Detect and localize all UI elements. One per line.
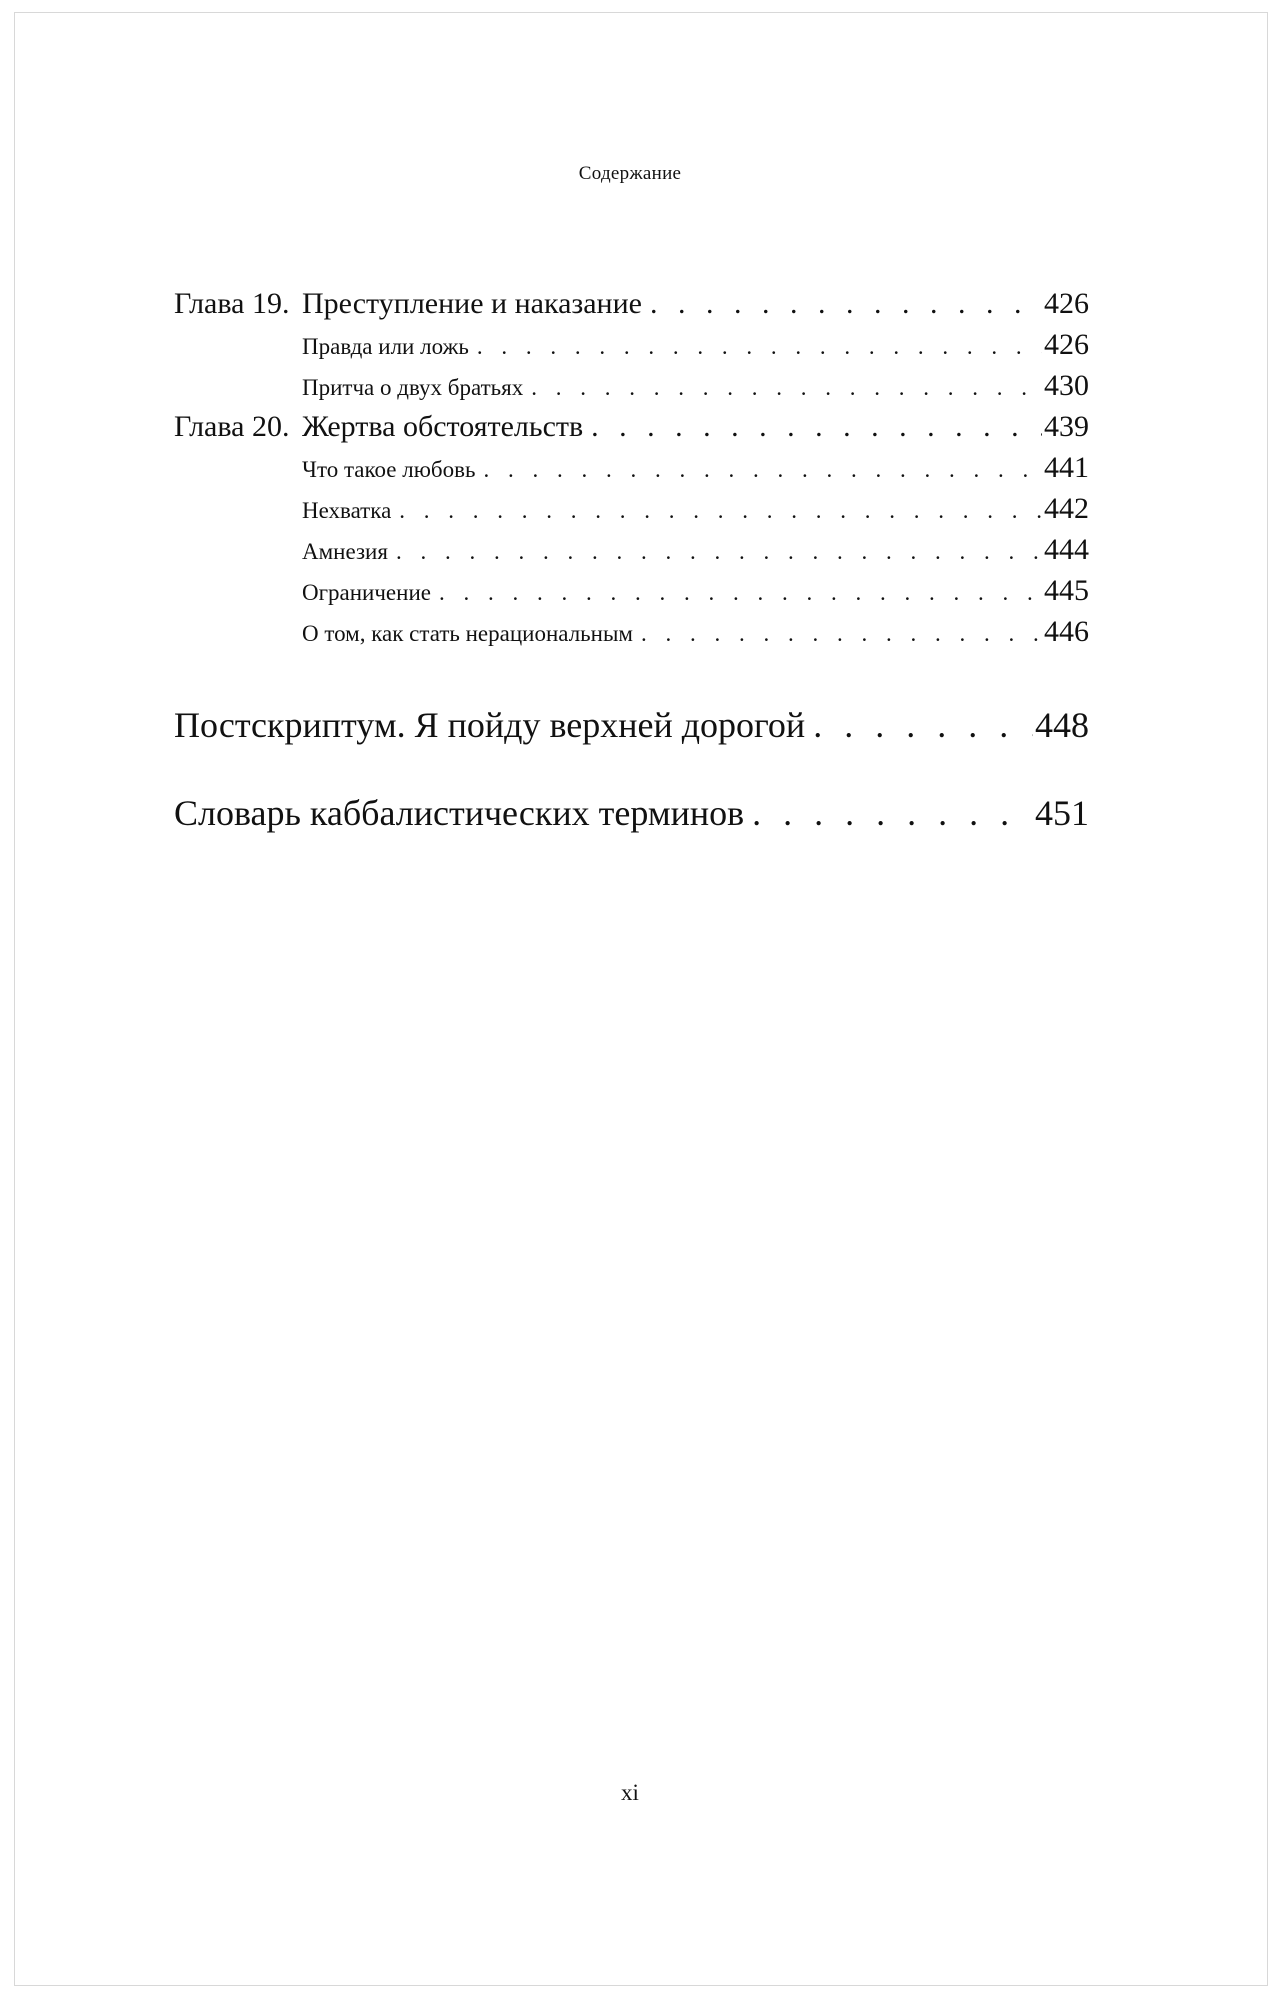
- chapter-number: Глава 20.: [174, 410, 290, 443]
- running-head: Содержание: [578, 163, 682, 184]
- section-title: Притча о двух братьях: [302, 375, 524, 400]
- toc-entry-glossary[interactable]: [174, 788, 1089, 838]
- table-of-contents: [174, 283, 1089, 652]
- entry-title: Словарь каббалистических терминов: [174, 793, 745, 833]
- toc-entry-section[interactable]: [174, 570, 1089, 611]
- section-title: Нехватка: [302, 498, 392, 523]
- page-number: 426: [1044, 328, 1089, 361]
- page-folio: xi: [621, 1780, 639, 1805]
- page-number: 446: [1044, 615, 1089, 648]
- toc-back-matter: [174, 700, 1089, 750]
- toc-entry-section[interactable]: [174, 324, 1089, 365]
- dot-leader: [483, 449, 1042, 488]
- section-title: Что такое любовь: [302, 457, 476, 482]
- dot-leader: [813, 700, 1033, 750]
- toc-entry-section[interactable]: [174, 447, 1089, 488]
- page-number: 451: [1035, 793, 1089, 833]
- page-number: 444: [1044, 533, 1089, 566]
- dot-leader: [641, 613, 1042, 652]
- section-title: О том, как стать нерациональным: [302, 621, 633, 646]
- toc-entry-section[interactable]: [174, 488, 1089, 529]
- toc-entry-section[interactable]: [174, 529, 1089, 570]
- chapter-title: Жертва обстоятельств: [302, 410, 584, 443]
- page-number: 426: [1044, 287, 1089, 320]
- page-number: 441: [1044, 451, 1089, 484]
- toc-entry-section[interactable]: [174, 365, 1089, 406]
- page-number: 448: [1035, 705, 1089, 745]
- dot-leader: [650, 283, 1042, 324]
- toc-entry-section[interactable]: [174, 611, 1089, 652]
- dot-leader: [591, 406, 1042, 447]
- dot-leader: [477, 326, 1042, 365]
- dot-leader: [396, 531, 1042, 570]
- toc-entry-chapter-20[interactable]: [174, 406, 1089, 447]
- dot-leader: [439, 572, 1042, 611]
- page-number: 445: [1044, 574, 1089, 607]
- toc-entry-postscript[interactable]: [174, 700, 1089, 750]
- dot-leader: [752, 788, 1033, 838]
- page-number: 442: [1044, 492, 1089, 525]
- toc-back-matter: [174, 788, 1089, 838]
- page-number: 439: [1044, 410, 1089, 443]
- toc-entry-chapter-19[interactable]: [174, 283, 1089, 324]
- section-title: Правда или ложь: [302, 334, 469, 359]
- dot-leader: [531, 367, 1042, 406]
- page-number: 430: [1044, 369, 1089, 402]
- section-title: Амнезия: [302, 539, 388, 564]
- entry-title: Постскриптум. Я пойду верхней дорогой: [174, 705, 806, 745]
- section-title: Ограничение: [302, 580, 431, 605]
- chapter-number: Глава 19.: [174, 287, 290, 320]
- chapter-title: Преступление и наказание: [302, 287, 642, 320]
- dot-leader: [399, 490, 1042, 529]
